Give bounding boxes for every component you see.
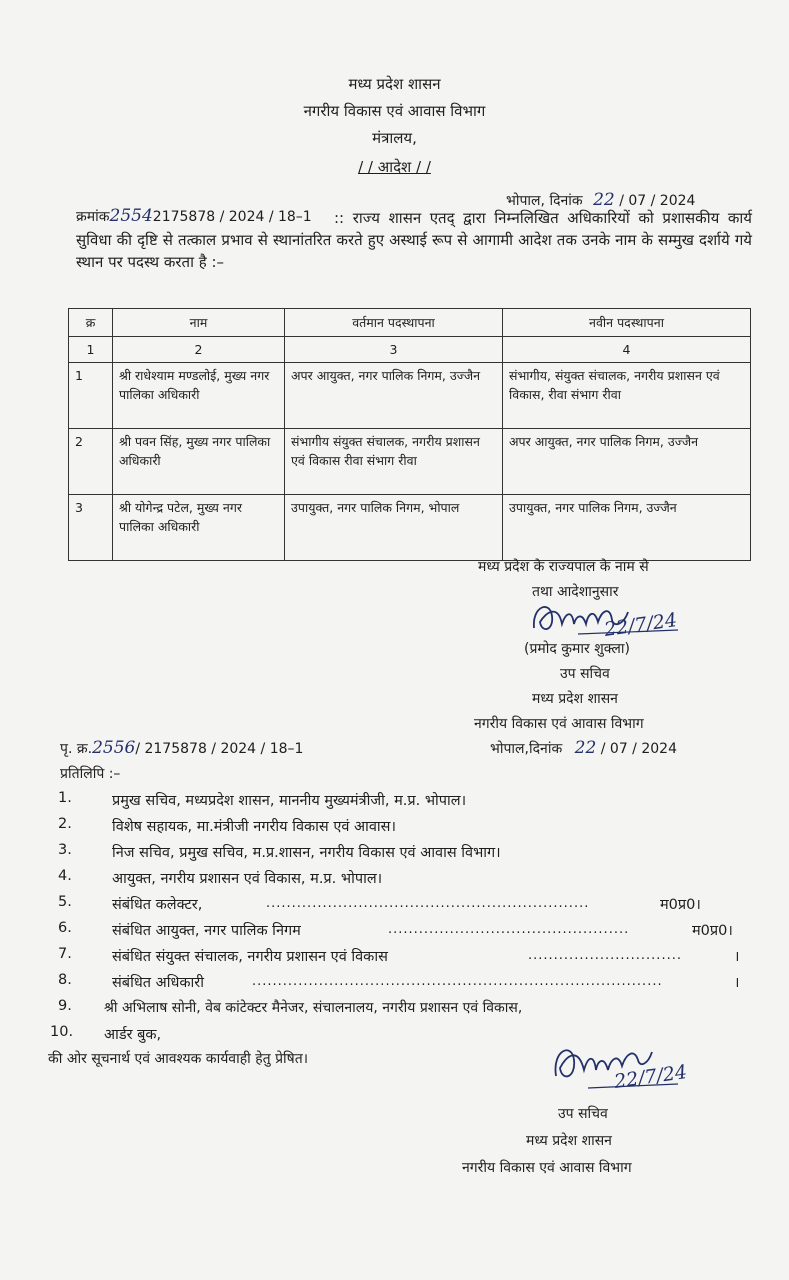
governor-line: मध्य प्रदेश के राज्यपाल के नाम से bbox=[478, 559, 649, 575]
cell-name: श्री पवन सिंह, मुख्य नगर पालिका अधिकारी bbox=[113, 429, 285, 495]
cell-current: उपायुक्त, नगर पालिक निगम, भोपाल bbox=[285, 495, 503, 561]
cell-name: श्री योगेन्द्र पटेल, मुख्य नगर पालिका अधिकारी bbox=[113, 495, 285, 561]
cell-sn: 3 bbox=[69, 495, 113, 561]
endorsement-number-prefix: पृ. क्र. bbox=[60, 741, 93, 757]
endorsement-date-prefix: भोपाल,दिनांक bbox=[490, 741, 563, 757]
col-header-name: नाम bbox=[113, 309, 285, 337]
col-number: 3 bbox=[285, 337, 503, 363]
handwritten-date-day: 22 bbox=[593, 190, 615, 210]
endorsement-number bbox=[60, 738, 303, 758]
fill-in-dots: ............................................... bbox=[388, 922, 630, 937]
endorsement-number-suffix: / 2175878 / 2024 / 18–1 bbox=[135, 741, 304, 757]
transfer-table bbox=[68, 308, 751, 561]
fill-in-dots: ................................................................................ bbox=[252, 974, 663, 989]
order-document: मध्य प्रदेश शासन नगरीय विकास एवं आवास विभाग मंत्रालय, / / आदेश / / भोपाल, दिनांक 22 / 07 / 2024 क्रमांक25542175878 / 2024 / 18–1 :: राज्य शासन एतद् द्वारा निम्नलिखित अधिकारियों को प्रशासकीय कार्य सुविधा की दृष्टि से तत्काल प्रभाव से स्थानांतरित करते हुए अस्थाई रूप से आगामी आदेश तक उनके नाम के सम्मुख दर्शाये गये स्थान पर पदस्थ करता है :– क्र नाम वर्तमान पदस्थापना नवीन पदस्थापना 1 2 3 4 1 श्री राधेश्याम मण्डलोई, मुख्य नगर पालिका अधिकारी अपर आयुक्त, नगर पालिक निगम, उज्जैन संभागीय, संयुक्त संचालक, नगरीय प्रशासन एवं विकास, रीवा संभाग रीवा 2 श्री पवन सिंह, मुख्य नगर पालिका अधिकारी संभागीय संयुक्त संचालक, नगरीय प्रशासन एवं विकास रीवा संभाग रीवा अपर आयुक्त, नगर पालिक निगम, उज्जैन 3 श्री योगेन्द्र पटेल, मुख्य नगर पालिका अधिकारी उपायुक्त, नगर पालिक निगम, भोपाल उपायुक्त, नगर पालिक निगम, उज्जैन मध्य प्रदेश के राज्यपाल के नाम से तथा आदेशानुसार 22/7/24 (प्रमोद कुमार शुक्ला) उप सचिव मध्य प्रदेश शासन नगरीय विकास एवं आवास विभाग पृ. क्र.2556/ 2175878 / 2024 / 18–1 भोपाल,दिनांक 22 / 07 / 2024 प्रतिलिपि :– 1. प्रमुख सचिव, मध्यप्रदेश शासन, माननीय मुख्यमंत्रीजी, म.प्र. भोपाल। 2. विशेष सहायक, मा.मंत्रीजी नगरीय विकास एवं आवास। 3. निज सचिव, प्रमुख सचिव, म.प्र.शासन, नगरीय विकास एवं आवास विभाग। 4. आयुक्त, नगरीय प्रशासन एवं विकास, म.प्र. भोपाल। 5. संबंधित कलेक्टर, ............................................................... म0प्र0। 6. संबंधित आयुक्त, नगर पालिक निगम ............................................... म0प्र0। 7. संबंधित संयुक्त संचालक, नगरीय प्रशासन एवं विकास .............................. । 8. संबंधित अधिकारी ................................................................................ । 9. श्री अभिलाष सोनी, वेब कांटेक्टर मैनेजर, संचालनालय, नगरीय प्रशासन एवं विकास, 10. आर्डर बुक, की ओर सूचनार्थ एवं आवश्यक कार्यवाही हेतु प्रेषित। 22/7/24 उप सचिव मध्य प्रदेश शासन नगरीय विकास एवं आवास विभाग bbox=[0, 0, 789, 1280]
table-row bbox=[69, 429, 751, 495]
cell-sn: 1 bbox=[69, 363, 113, 429]
list-item-tail: म0प्र0। bbox=[692, 923, 733, 939]
header-ministry: मंत्रालय, bbox=[372, 129, 417, 147]
date-rest: / 07 / 2024 bbox=[619, 193, 696, 209]
header-govt: मध्य प्रदेश शासन bbox=[348, 75, 441, 93]
list-item-tail: । bbox=[734, 975, 740, 991]
order-body: :: राज्य शासन एतद् द्वारा निम्नलिखित अधिकारियों को प्रशासकीय कार्य सुविधा की दृष्टि से तत्काल प्रभाव से स्थानांतरित करते हुए अस्थाई रूप से आगामी आदेश तक उनके नाम के सम्मुख दर्शाये गये स्थान पर पदस्थ करता है :– bbox=[76, 209, 752, 271]
header-department: नगरीय विकास एवं आवास विभाग bbox=[303, 102, 486, 120]
col-header-sn: क्र bbox=[69, 309, 113, 337]
cell-new: उपायुक्त, नगर पालिक निगम, उज्जैन bbox=[503, 495, 751, 561]
col-header-new: नवीन पदस्थापना bbox=[503, 309, 751, 337]
copy-to-label: प्रतिलिपि :– bbox=[60, 766, 121, 782]
table-number-row bbox=[69, 337, 751, 363]
place-date-prefix: भोपाल, दिनांक bbox=[506, 193, 583, 209]
handwritten-endorsement-day: 22 bbox=[574, 738, 597, 758]
signatory-department: नगरीय विकास एवं आवास विभाग bbox=[462, 1160, 632, 1176]
col-number: 4 bbox=[503, 337, 751, 363]
cell-sn: 2 bbox=[69, 429, 113, 495]
fill-in-dots: .............................. bbox=[528, 948, 682, 963]
col-number: 1 bbox=[69, 337, 113, 363]
order-title: / / आदेश / / bbox=[358, 158, 431, 176]
as-ordered-line: तथा आदेशानुसार bbox=[532, 584, 619, 600]
order-number-suffix: 2175878 / 2024 / 18–1 bbox=[152, 209, 312, 225]
signatory-office: मध्य प्रदेश शासन bbox=[526, 1133, 612, 1149]
cell-current: संभागीय संयुक्त संचालक, नगरीय प्रशासन एवं विकास रीवा संभाग रीवा bbox=[285, 429, 503, 495]
signatory-name: (प्रमोद कुमार शुक्ला) bbox=[524, 641, 630, 657]
list-item-tail: । bbox=[734, 949, 740, 965]
handwritten-endorsement-number: 2556 bbox=[92, 738, 136, 758]
fill-in-dots: ............................................................... bbox=[266, 896, 590, 911]
table-header-row bbox=[69, 309, 751, 337]
signature-2-date: 22/7/24 bbox=[612, 1061, 689, 1093]
signatory-designation: उप सचिव bbox=[560, 666, 610, 682]
signature-1-date: 22/7/24 bbox=[602, 609, 679, 641]
signatory-designation: उप सचिव bbox=[558, 1106, 608, 1122]
cell-name: श्री राधेश्याम मण्डलोई, मुख्य नगर पालिका अधिकारी bbox=[113, 363, 285, 429]
endorsement-place-date bbox=[490, 738, 677, 758]
signatory-department: नगरीय विकास एवं आवास विभाग bbox=[474, 716, 644, 732]
cell-new: संभागीय, संयुक्त संचालक, नगरीय प्रशासन एवं विकास, रीवा संभाग रीवा bbox=[503, 363, 751, 429]
order-number-prefix: क्रमांक bbox=[76, 209, 110, 225]
list-item-tail: म0प्र0। bbox=[660, 897, 701, 913]
cell-current: अपर आयुक्त, नगर पालिक निगम, उज्जैन bbox=[285, 363, 503, 429]
col-header-current: वर्तमान पदस्थापना bbox=[285, 309, 503, 337]
cell-new: अपर आयुक्त, नगर पालिक निगम, उज्जैन bbox=[503, 429, 751, 495]
col-number: 2 bbox=[113, 337, 285, 363]
endorsement-date-rest: / 07 / 2024 bbox=[600, 741, 677, 757]
table-row bbox=[69, 363, 751, 429]
closing-line: की ओर सूचनार्थ एवं आवश्यक कार्यवाही हेतु प्रेषित। bbox=[48, 1051, 309, 1067]
table-row bbox=[69, 495, 751, 561]
handwritten-order-number: 2554 bbox=[109, 206, 153, 226]
signatory-office: मध्य प्रदेश शासन bbox=[532, 691, 618, 707]
